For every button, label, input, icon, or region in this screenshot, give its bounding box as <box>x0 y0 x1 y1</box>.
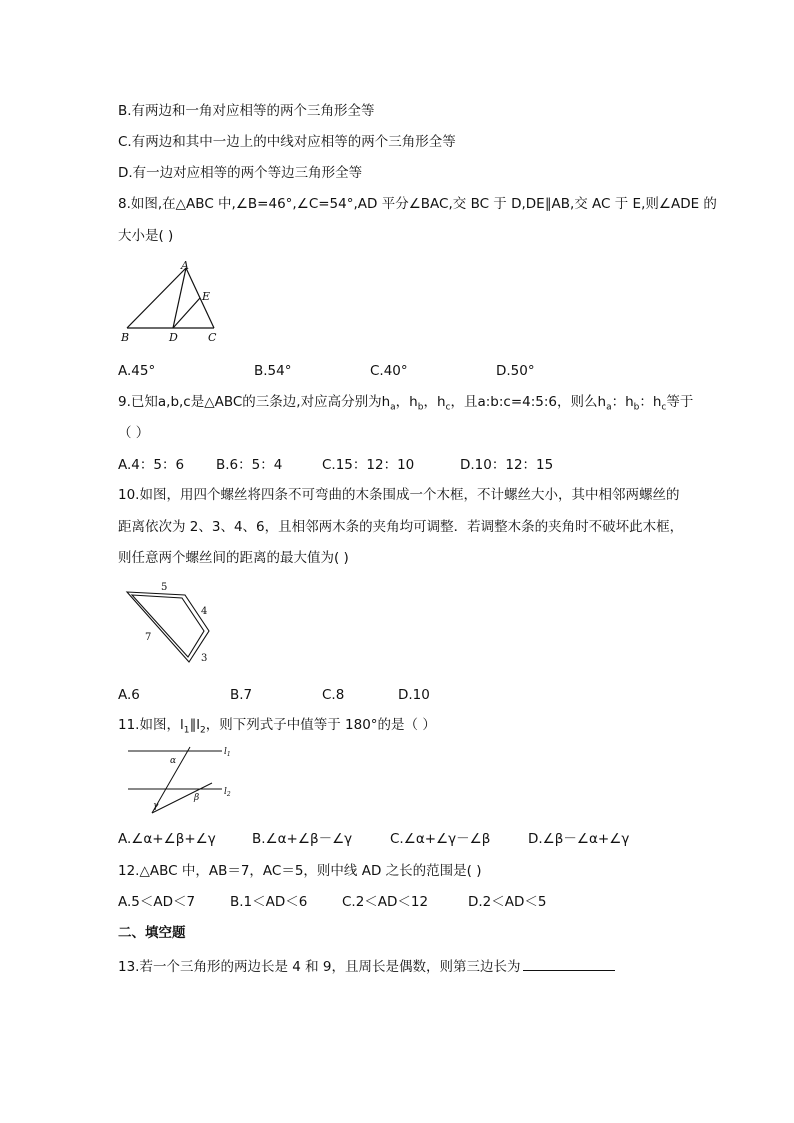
q9-option-b: B.6：5：4 <box>216 457 283 473</box>
fig8-segment-ad <box>173 268 186 328</box>
q11-text: ，则下列式子中值等于 180°的是（ ） <box>205 717 436 733</box>
q9-sub: c <box>445 402 451 413</box>
question-10-figure <box>118 580 228 670</box>
q12-option-c: C.2＜AD＜12 <box>342 894 429 910</box>
q12-option-d: D.2＜AD＜5 <box>468 894 547 910</box>
answer-blank[interactable] <box>523 956 615 971</box>
q11-sub: 2 <box>199 725 206 736</box>
fig10-frame-inner <box>132 595 204 657</box>
option-d-text: D.有一边对应相等的两个等边三角形全等 <box>118 165 363 181</box>
q9-text: ，h <box>395 394 418 410</box>
fig11-label-beta: β <box>194 793 200 803</box>
fig10-label-5: 5 <box>161 582 168 593</box>
fig11-label-gamma: γ <box>153 801 159 811</box>
q9-text: 9.已知a,b,c是△ABC的三条边,对应高分别为h <box>118 394 391 410</box>
question-10-line-1: 10.如图，用四个螺丝将四条不可弯曲的木条围成一个木框，不计螺丝大小，其中相邻两螺丝的 <box>118 487 680 503</box>
q9-sub: a <box>390 402 396 413</box>
option-b-text: B.有两边和一角对应相等的两个三角形全等 <box>118 103 375 119</box>
fig8-segment-de <box>173 298 200 328</box>
q11-sub: 1 <box>183 725 190 736</box>
question-13-line <box>118 956 615 976</box>
q11-text: 11.如图，l <box>118 717 184 733</box>
q9-option-a: A.4：5：6 <box>118 457 185 473</box>
q9-sub: b <box>633 402 640 413</box>
fig11-label-l2: $l_2$ <box>224 787 231 798</box>
q9-text: ，h <box>423 394 446 410</box>
question-13-text: 13.若一个三角形的两边长是 4 和 9，且周长是偶数，则第三边长为 <box>118 959 521 975</box>
q9-option-c: C.15：12：10 <box>322 457 415 473</box>
q9-option-d: D.10：12：15 <box>460 457 554 473</box>
q9-sub: a <box>606 402 612 413</box>
fig8-label-b: B <box>121 331 130 344</box>
question-11-figure <box>118 745 240 820</box>
fig8-label-e: E <box>202 290 211 303</box>
question-11-line-1 <box>118 716 436 740</box>
fig8-label-a: A <box>181 260 189 272</box>
q11-option-d: D.∠β－∠α+∠γ <box>528 831 630 847</box>
fig10-label-7: 7 <box>145 632 152 643</box>
q11-option-b: B.∠α+∠β－∠γ <box>252 831 353 847</box>
q10-option-b: B.7 <box>230 687 253 703</box>
q9-text: ：h <box>611 394 634 410</box>
q11-text: ∥l <box>189 717 200 733</box>
fig8-side-ab <box>127 268 186 328</box>
q9-sub: c <box>661 402 667 413</box>
q8-option-b: B.54° <box>254 363 292 379</box>
q10-option-d: D.10 <box>398 687 430 703</box>
option-c-text: C.有两边和其中一边上的中线对应相等的两个三角形全等 <box>118 134 456 150</box>
question-9-line-2: （ ） <box>118 425 150 441</box>
q9-text: 等于 <box>666 394 694 410</box>
question-10-line-2: 距离依次为 2、3、4、6，且相邻两木条的夹角均可调整．若调整木条的夹角时不破坏此木框， <box>118 519 684 535</box>
q10-option-c: C.8 <box>322 687 345 703</box>
q11-option-c: C.∠α+∠γ－∠β <box>390 831 491 847</box>
q12-option-b: B.1＜AD＜6 <box>230 894 308 910</box>
q8-option-d: D.50° <box>496 363 535 379</box>
q9-text: ：h <box>639 394 662 410</box>
question-9-line-1 <box>118 393 693 417</box>
fig8-label-c: C <box>208 331 217 344</box>
question-8-line-1: 8.如图,在△ABC 中,∠B=46°,∠C=54°,AD 平分∠BAC,交 BC 于 D,DE∥AB,交 AC 于 E,则∠ADE 的 <box>118 196 717 212</box>
question-8-figure <box>118 260 228 344</box>
q8-option-c: C.40° <box>370 363 408 379</box>
fig8-label-d: D <box>169 331 178 344</box>
q9-text: ，且a:b:c=4:5:6，则么h <box>450 394 607 410</box>
q10-option-a: A.6 <box>118 687 140 703</box>
question-10-line-3: 则任意两个螺丝间的距离的最大值为( ) <box>118 550 349 566</box>
fig10-label-4: 4 <box>201 606 208 617</box>
question-12-text: 12.△ABC 中，AB＝7，AC＝5，则中线 AD 之长的范围是( ) <box>118 863 482 879</box>
q8-option-a: A.45° <box>118 363 156 379</box>
q9-sub: b <box>417 402 424 413</box>
fig11-label-alpha: α <box>170 756 177 766</box>
question-8-line-2: 大小是( ) <box>118 228 174 244</box>
q12-option-a: A.5＜AD＜7 <box>118 894 196 910</box>
fig11-label-l1: $l_1$ <box>224 747 231 758</box>
q11-option-a: A.∠α+∠β+∠γ <box>118 831 216 847</box>
section-heading-fill-in: 二、填空题 <box>118 925 186 941</box>
fig10-label-3: 3 <box>201 653 208 664</box>
